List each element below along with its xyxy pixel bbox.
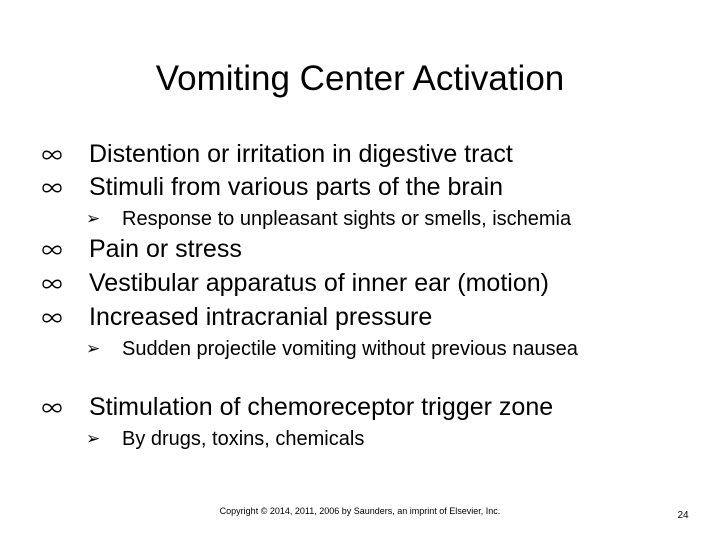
bullet-text: Stimuli from various parts of the brain bbox=[89, 173, 504, 201]
infinity-icon bbox=[40, 402, 64, 414]
infinity-icon bbox=[40, 278, 64, 290]
bullet-text: Stimulation of chemoreceptor trigger zone bbox=[89, 393, 554, 421]
sub-bullet-text: Sudden projectile vomiting without previous nausea bbox=[122, 338, 578, 360]
arrowhead-icon: ➢ bbox=[86, 209, 101, 228]
sub-bullet-text: By drugs, toxins, chemicals bbox=[122, 428, 365, 450]
bullet-text: Vestibular apparatus of inner ear (motion) bbox=[89, 269, 549, 297]
bullet-text: Distention or irritation in digestive tract bbox=[89, 140, 513, 168]
bullet-text: Pain or stress bbox=[89, 235, 242, 263]
page-number: 24 bbox=[677, 510, 689, 521]
infinity-icon bbox=[40, 182, 64, 194]
arrowhead-icon: ➢ bbox=[86, 339, 101, 358]
infinity-icon bbox=[40, 312, 64, 324]
footer-copyright: Copyright © 2014, 2011, 2006 by Saunders, an imprint of Elsevier, Inc. bbox=[219, 506, 501, 516]
arrowhead-icon: ➢ bbox=[86, 429, 101, 448]
infinity-icon bbox=[40, 244, 64, 256]
bullet-text: Increased intracranial pressure bbox=[89, 303, 433, 331]
sub-bullet-text: Response to unpleasant sights or smells, ischemia bbox=[122, 208, 572, 230]
slide-title: Vomiting Center Activation bbox=[155, 59, 565, 98]
infinity-icon bbox=[40, 149, 64, 161]
